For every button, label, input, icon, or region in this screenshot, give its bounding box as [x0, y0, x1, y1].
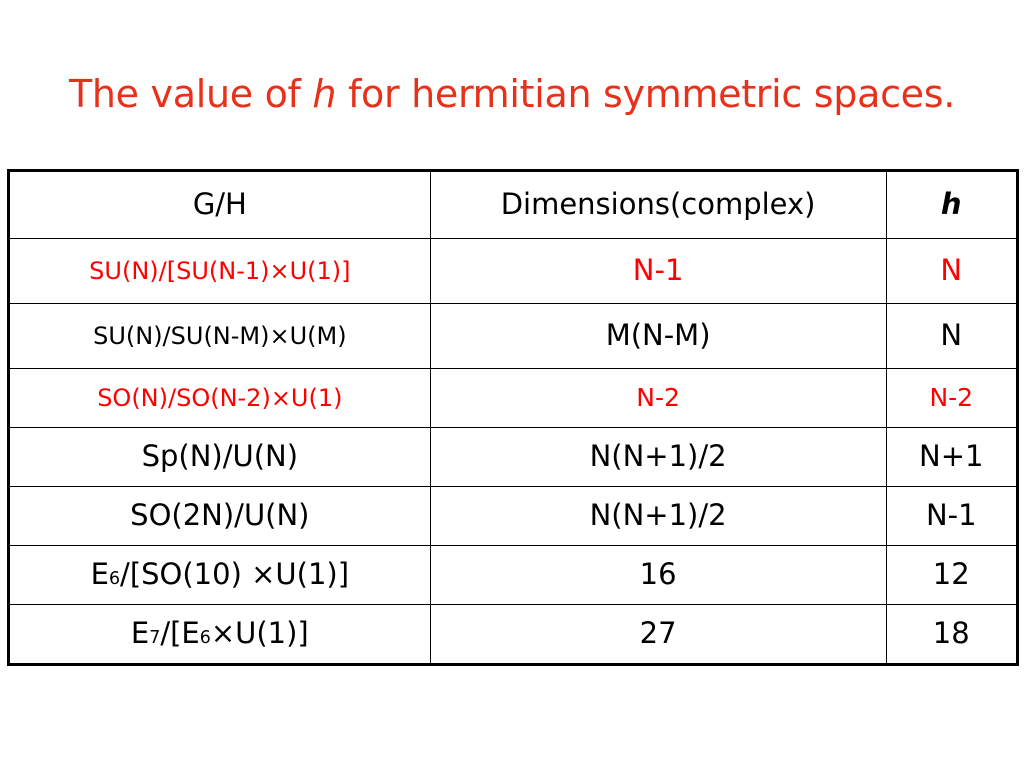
gh-subscript: 6: [108, 569, 121, 590]
cell-dimensions: N(N+1)/2: [430, 428, 886, 487]
cell-dimensions: N(N+1)/2: [430, 487, 886, 546]
cell-dimensions: N-1: [430, 239, 886, 304]
cell-dimensions: M(N-M): [430, 304, 886, 369]
gh-rest: /[E: [160, 616, 200, 651]
table-row: [9, 546, 1018, 605]
table-row: [9, 605, 1018, 665]
cell-h: N: [886, 239, 1017, 304]
table-row: [9, 369, 1018, 428]
cell-h: N-1: [886, 487, 1017, 546]
cell-h: N-2: [886, 369, 1017, 428]
cell-gh: SO(2N)/U(N): [9, 487, 431, 546]
table-row: [9, 304, 1018, 369]
header-h: h: [886, 171, 1017, 239]
gh-rest: /[SO(10) ×U(1)]: [120, 557, 350, 592]
table-row: [9, 428, 1018, 487]
cell-dimensions: 27: [430, 605, 886, 665]
cell-h: 18: [886, 605, 1017, 665]
title-variable: h: [312, 72, 337, 116]
cell-gh: [9, 546, 431, 605]
cell-h: 12: [886, 546, 1017, 605]
cell-gh: SU(N)/[SU(N-1)×U(1)]: [9, 239, 431, 304]
cell-dimensions: 16: [430, 546, 886, 605]
cell-gh: Sp(N)/U(N): [9, 428, 431, 487]
gh-group-name: E: [90, 557, 109, 592]
title-after: for hermitian symmetric spaces.: [347, 72, 956, 116]
cell-dimensions: N-2: [430, 369, 886, 428]
title-before: The value of: [68, 72, 301, 116]
slide-title: [0, 72, 1024, 116]
cell-gh: [9, 605, 431, 665]
table-row: [9, 239, 1018, 304]
cell-gh: SO(N)/SO(N-2)×U(1): [9, 369, 431, 428]
header-dimensions: Dimensions(complex): [430, 171, 886, 239]
gh-subscript: 7: [149, 628, 161, 649]
hermitian-spaces-table: [7, 169, 1019, 666]
cell-h: N: [886, 304, 1017, 369]
table-header-row: [9, 171, 1018, 239]
cell-gh: SU(N)/SU(N-M)×U(M): [9, 304, 431, 369]
gh-group-name: E: [130, 616, 150, 651]
table-row: [9, 487, 1018, 546]
gh-rest: ×U(1)]: [210, 616, 309, 651]
header-gh: G/H: [9, 171, 431, 239]
gh-subscript: 6: [199, 628, 211, 649]
cell-h: N+1: [886, 428, 1017, 487]
